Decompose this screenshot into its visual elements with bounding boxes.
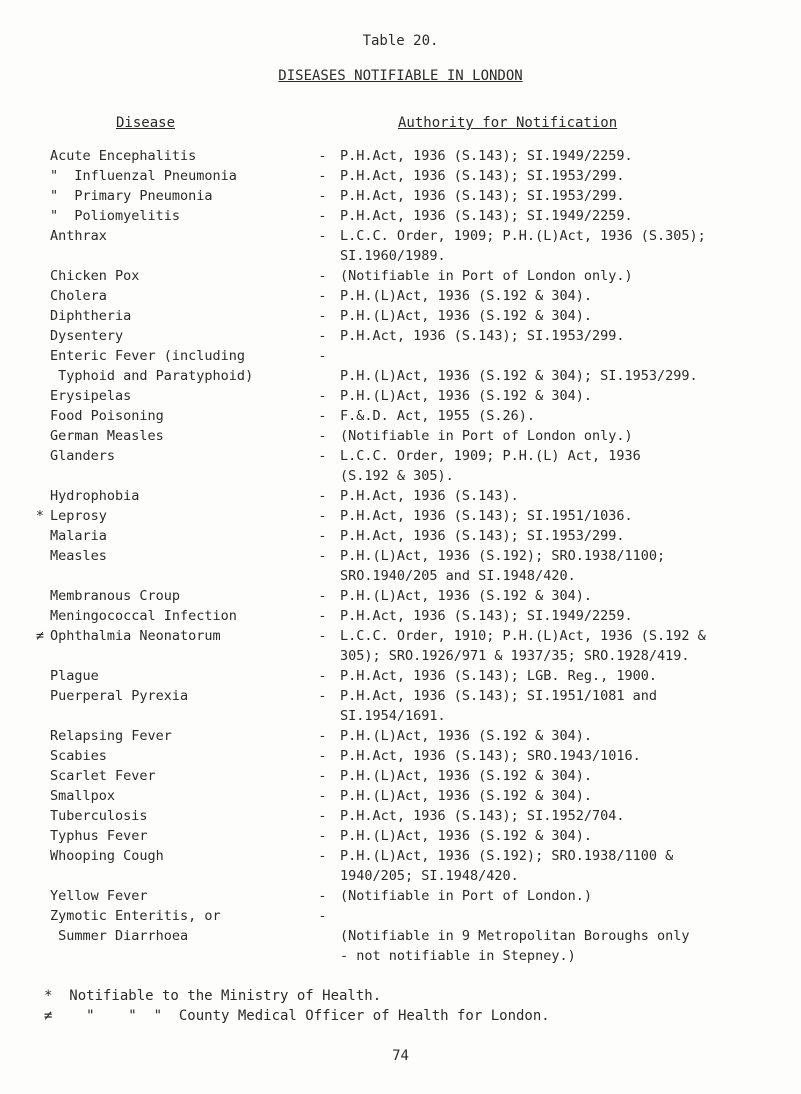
disease-name: Relapsing Fever <box>50 728 172 744</box>
table-row <box>0 686 801 726</box>
disease-name: Scabies <box>50 748 107 764</box>
table-heading: DISEASES NOTIFIABLE IN LONDON <box>278 68 523 84</box>
authority-text: (Notifiable in Port of London.) <box>340 888 592 904</box>
disease-name: Plague <box>50 668 99 684</box>
table-row <box>0 446 801 486</box>
row-dash: - <box>318 148 327 164</box>
table-row <box>0 626 801 666</box>
row-dash: - <box>318 508 327 524</box>
disease-name: Anthrax <box>50 228 107 244</box>
row-dash: - <box>318 768 327 784</box>
authority-text: (Notifiable in Port of London only.) <box>340 428 633 444</box>
table-row <box>0 806 801 826</box>
authority-text: P.H.Act, 1936 (S.143); SI.1951/1081 and SI.1954/1691. <box>340 688 657 724</box>
disease-column-header: Disease <box>116 115 176 131</box>
row-dash: - <box>318 668 327 684</box>
authority-text: F.&.D. Act, 1955 (S.26). <box>340 408 536 424</box>
authority-text: P.H.(L)Act, 1936 (S.192 & 304). <box>340 308 592 324</box>
authority-text: P.H.(L)Act, 1936 (S.192); SRO.1938/1100 & 1940/205; SI.1948/420. <box>340 848 674 884</box>
disease-name: Whooping Cough <box>50 848 164 864</box>
authority-text: P.H.Act, 1936 (S.143); SI.1952/704. <box>340 808 625 824</box>
authority-text: P.H.Act, 1936 (S.143); SRO.1943/1016. <box>340 748 641 764</box>
disease-name: Acute Encephalitis <box>50 148 197 164</box>
table-row <box>0 326 801 346</box>
disease-name: Membranous Croup <box>50 588 181 604</box>
authority-text: L.C.C. Order, 1910; P.H.(L)Act, 1936 (S.192 & 305); SRO.1926/971 & 1937/35; SRO.1928/419. <box>340 628 706 664</box>
table-row <box>0 146 801 166</box>
table-row <box>0 886 801 906</box>
authority-text: P.H.Act, 1936 (S.143); LGB. Reg., 1900. <box>340 668 657 684</box>
disease-name: Tuberculosis <box>50 808 148 824</box>
authority-text: P.H.(L)Act, 1936 (S.192 & 304). <box>340 728 592 744</box>
row-dash: - <box>318 408 327 424</box>
disease-name: Erysipelas <box>50 388 132 404</box>
row-dash: - <box>318 688 327 704</box>
row-dash: - <box>318 428 327 444</box>
table-row <box>0 206 801 226</box>
disease-name: Leprosy <box>50 508 107 524</box>
row-marker: * <box>35 508 44 524</box>
row-dash: - <box>318 608 327 624</box>
row-dash: - <box>318 848 327 864</box>
row-dash: - <box>318 208 327 224</box>
footnote-county: ≠ " " " County Medical Officer of Health for London. <box>44 1008 550 1024</box>
row-dash: - <box>318 448 327 464</box>
table-title: Table 20. <box>362 33 439 49</box>
row-dash: - <box>318 548 327 564</box>
table-row <box>0 846 801 886</box>
authority-text: P.H.(L)Act, 1936 (S.192 & 304). <box>340 828 592 844</box>
disease-table <box>0 146 801 966</box>
table-row <box>0 906 801 966</box>
table-row <box>0 746 801 766</box>
disease-name: " Influenzal Pneumonia <box>50 168 237 184</box>
authority-text: (Notifiable in Port of London only.) <box>340 268 633 284</box>
authority-column-header: Authority for Notification <box>398 115 618 131</box>
disease-name: Diphtheria <box>50 308 132 324</box>
table-row <box>0 346 801 386</box>
row-dash: - <box>318 908 327 924</box>
disease-name: Scarlet Fever <box>50 768 156 784</box>
row-dash: - <box>318 488 327 504</box>
disease-name: Meningococcal Infection <box>50 608 237 624</box>
row-marker: ≠ <box>35 628 44 644</box>
authority-text: P.H.(L)Act, 1936 (S.192 & 304). <box>340 388 592 404</box>
row-dash: - <box>318 728 327 744</box>
row-dash: - <box>318 788 327 804</box>
row-dash: - <box>318 528 327 544</box>
row-dash: - <box>318 288 327 304</box>
row-dash: - <box>318 388 327 404</box>
row-dash: - <box>318 348 327 364</box>
row-dash: - <box>318 328 327 344</box>
table-row <box>0 766 801 786</box>
authority-text: L.C.C. Order, 1909; P.H.(L) Act, 1936 (S.192 & 305). <box>340 448 641 484</box>
table-row <box>0 726 801 746</box>
disease-name: Typhus Fever <box>50 828 148 844</box>
row-dash: - <box>318 168 327 184</box>
authority-text: P.H.Act, 1936 (S.143); SI.1953/299. <box>340 328 625 344</box>
disease-name: Measles <box>50 548 107 564</box>
row-dash: - <box>318 228 327 244</box>
authority-text: P.H.(L)Act, 1936 (S.192 & 304). <box>340 288 592 304</box>
table-row <box>0 306 801 326</box>
authority-text: P.H.Act, 1936 (S.143); SI.1949/2259. <box>340 608 633 624</box>
footnote-ministry: * Notifiable to the Ministry of Health. <box>44 988 382 1004</box>
disease-name: Ophthalmia Neonatorum <box>50 628 221 644</box>
table-row <box>0 166 801 186</box>
table-row <box>0 526 801 546</box>
authority-text: P.H.Act, 1936 (S.143); SI.1949/2259. <box>340 148 633 164</box>
disease-name: " Poliomyelitis <box>50 208 181 224</box>
authority-text: P.H.Act, 1936 (S.143); SI.1953/299. <box>340 528 625 544</box>
row-dash: - <box>318 888 327 904</box>
disease-name: Enteric Fever (including Typhoid and Paratyphoid) <box>50 348 254 384</box>
row-dash: - <box>318 188 327 204</box>
authority-text: P.H.(L)Act, 1936 (S.192 & 304). <box>340 588 592 604</box>
row-dash: - <box>318 828 327 844</box>
authority-text: P.H.Act, 1936 (S.143); SI.1951/1036. <box>340 508 633 524</box>
table-row <box>0 826 801 846</box>
table-row <box>0 286 801 306</box>
disease-name: Cholera <box>50 288 107 304</box>
page-number: 74 <box>392 1048 409 1064</box>
table-row <box>0 266 801 286</box>
row-dash: - <box>318 268 327 284</box>
authority-text: P.H.(L)Act, 1936 (S.192); SRO.1938/1100; SRO.1940/205 and SI.1948/420. <box>340 548 666 584</box>
authority-text: P.H.(L)Act, 1936 (S.192 & 304); SI.1953/299. <box>340 368 698 384</box>
disease-name: Chicken Pox <box>50 268 140 284</box>
table-row <box>0 606 801 626</box>
table-row <box>0 186 801 206</box>
authority-text: P.H.(L)Act, 1936 (S.192 & 304). <box>340 788 592 804</box>
table-row <box>0 506 801 526</box>
disease-name: Glanders <box>50 448 116 464</box>
disease-name: Dysentery <box>50 328 124 344</box>
table-row <box>0 226 801 266</box>
row-dash: - <box>318 588 327 604</box>
disease-name: Hydrophobia <box>50 488 140 504</box>
disease-name: Yellow Fever <box>50 888 148 904</box>
authority-text: L.C.C. Order, 1909; P.H.(L)Act, 1936 (S.305); SI.1960/1989. <box>340 228 706 264</box>
authority-text: P.H.(L)Act, 1936 (S.192 & 304). <box>340 768 592 784</box>
table-row <box>0 786 801 806</box>
authority-text: P.H.Act, 1936 (S.143); SI.1953/299. <box>340 188 625 204</box>
authority-text: (Notifiable in 9 Metropolitan Boroughs only - not notifiable in Stepney.) <box>340 928 690 964</box>
authority-text: P.H.Act, 1936 (S.143). <box>340 488 519 504</box>
table-row <box>0 406 801 426</box>
row-dash: - <box>318 628 327 644</box>
disease-name: German Measles <box>50 428 164 444</box>
row-dash: - <box>318 748 327 764</box>
table-row <box>0 546 801 586</box>
disease-name: Puerperal Pyrexia <box>50 688 189 704</box>
table-row <box>0 386 801 406</box>
row-dash: - <box>318 308 327 324</box>
authority-text: P.H.Act, 1936 (S.143); SI.1953/299. <box>340 168 625 184</box>
table-row <box>0 666 801 686</box>
disease-name: Food Poisoning <box>50 408 164 424</box>
disease-name: Zymotic Enteritis, or Summer Diarrhoea <box>50 908 221 944</box>
row-dash: - <box>318 808 327 824</box>
disease-name: " Primary Pneumonia <box>50 188 213 204</box>
disease-name: Smallpox <box>50 788 116 804</box>
table-row <box>0 586 801 606</box>
table-row <box>0 486 801 506</box>
table-row <box>0 426 801 446</box>
authority-text: P.H.Act, 1936 (S.143); SI.1949/2259. <box>340 208 633 224</box>
disease-name: Malaria <box>50 528 107 544</box>
